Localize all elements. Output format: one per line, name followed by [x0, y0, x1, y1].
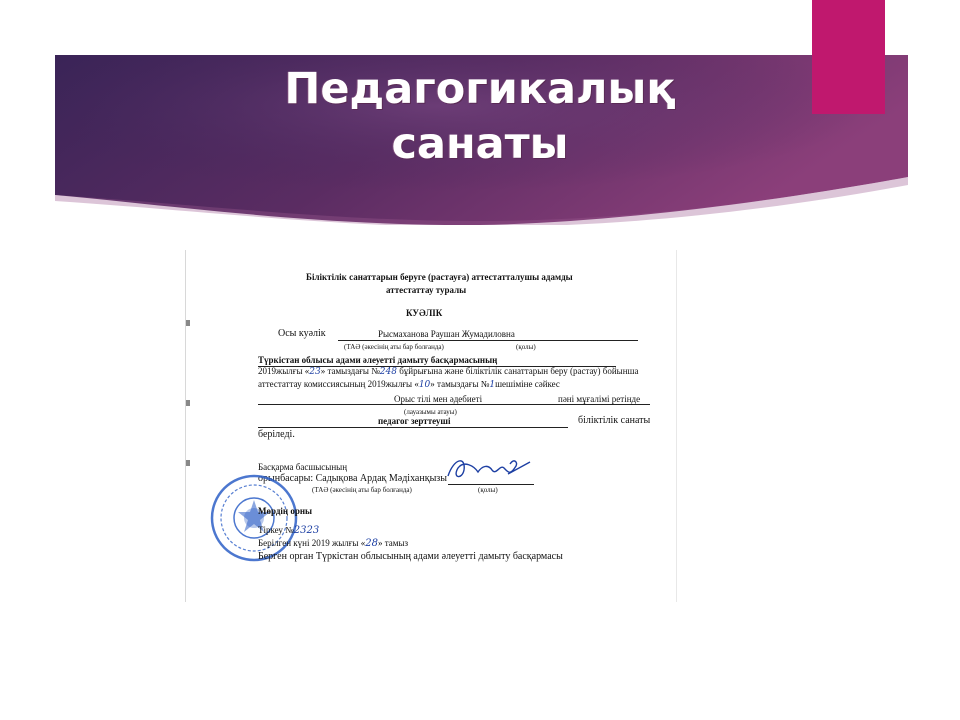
scan-edge-mark [186, 320, 190, 326]
commission-decision-handwritten: 1 [489, 380, 496, 390]
order-line [258, 366, 638, 377]
scan-edge-mark [186, 460, 190, 466]
commission-month-no: » тамыздағы № [430, 379, 490, 389]
registration-number-handwritten: 2323 [293, 525, 320, 536]
recipient-name: Рысмаханова Раушан Жумадиловна [378, 329, 515, 339]
caption-position: (лауазымы атауы) [404, 408, 457, 416]
pink-corner-tab [812, 0, 885, 114]
order-number-handwritten: 248 [379, 367, 397, 377]
category-underline [258, 427, 568, 428]
head-position-line-1: Басқарма басшысының [258, 462, 348, 472]
scan-edge-mark [186, 400, 190, 406]
caption-recipient-name: (ТАӘ (әкесінің аты бар болғанда) [344, 343, 444, 351]
slide-title-line-2: санаты [391, 119, 569, 169]
commission-line-end: шешіміне сәйкес [495, 379, 560, 389]
issuing-organization-line: Түркістан облысы адами әлеуетті дамыту басқармасының [258, 355, 498, 365]
registration-label: Тіркеу № [258, 525, 294, 535]
certificate-heading-line-2: аттестаттау туралы [386, 285, 467, 295]
issue-date-prefix: Берілген күні 2019 жылғы « [258, 538, 366, 548]
issue-month: » тамыз [377, 538, 409, 548]
slide-title-line-1: Педагогикалық [284, 64, 676, 114]
qualification-category-suffix: біліктілік санаты [578, 415, 651, 426]
order-day-handwritten: 23 [309, 367, 321, 377]
issue-date-line [258, 538, 408, 549]
registration-line [258, 525, 319, 536]
caption-head-signature: (қолы) [478, 486, 498, 494]
caption-recipient-signature: (қолы) [516, 343, 536, 351]
issue-day-handwritten: 28 [365, 538, 378, 549]
certificate-document [185, 250, 677, 602]
order-year-prefix: 2019жылғы « [258, 366, 310, 376]
position-underline [258, 404, 650, 405]
order-month-no: » тамыздағы № [320, 366, 380, 376]
slide-title [270, 62, 690, 172]
commission-day-handwritten: 10 [418, 380, 431, 390]
issuing-body-line: Берген орган Түркістан облысының адами әлеуетті дамыту басқармасы [258, 551, 563, 562]
name-underline [338, 340, 638, 341]
certificate-heading-line-1: Біліктілік санаттарын беруге (растауға) аттестатталушы адамды [306, 272, 573, 282]
seal-place-label: Мөрдің орны [258, 506, 313, 516]
caption-head-name: (ТАӘ (әкесінің аты бар болғанда) [312, 486, 412, 494]
commission-prefix: аттестаттау комиссиясының 2019жылғы « [258, 379, 419, 389]
order-line-rest: бұйрығына және біліктілік санаттарын беру (растау) бойынша [399, 366, 639, 376]
certificate-title: КУӘЛІК [406, 308, 443, 318]
teacher-position-suffix: пәні мұғалімі ретінде [558, 394, 641, 404]
qualification-category: педагог зерттеуші [378, 416, 451, 426]
commission-line [258, 379, 560, 390]
head-position-line-2: орынбасары: Садықова Ардақ Мәдіханқызы [258, 473, 447, 484]
signature-image [444, 452, 536, 486]
issued-statement: беріледі. [258, 429, 295, 440]
issued-to-prefix: Осы куәлік [278, 328, 326, 339]
teacher-position: Орыс тілі мен әдебиеті [394, 394, 483, 404]
